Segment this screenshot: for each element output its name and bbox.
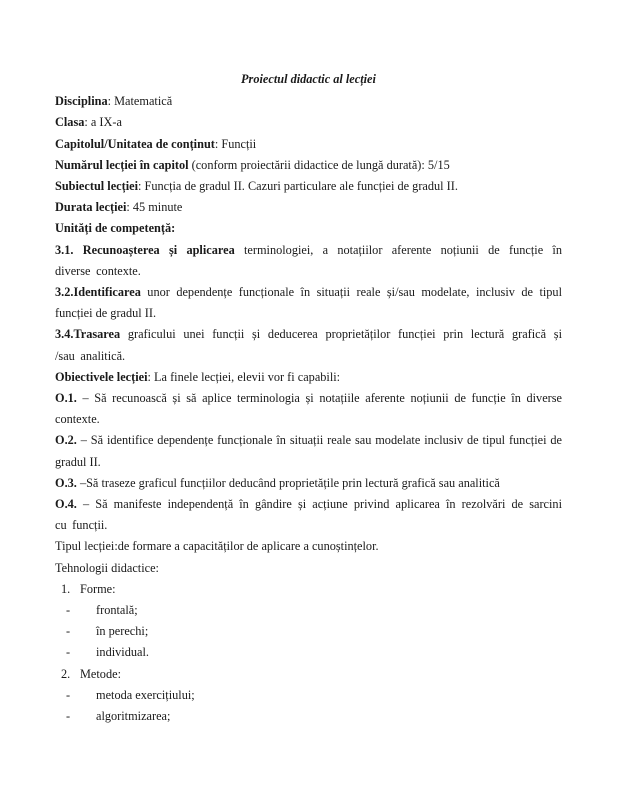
list-number: 1. [61,581,71,596]
obiectiv-text: – Să identifice dependențe funcționale în situații reale sau modelate inclusiv de tipul funcției de gradul II. [55,433,562,469]
competenta-text: terminologiei, a notațiilor aferente noțiunii de funcție în diverse contexte. [55,242,562,278]
document-title: Proiectul didactic al lecției [241,72,376,86]
competenta-text: unor dependențe funcționale în situații reale și/sau modelate, inclusiv de tipul funcției de gradul II. [55,285,562,321]
field-value: : Funcția de gradul II. Cazuri particulare ale funcției de gradul II. [138,179,458,194]
obiectiv-label: O.2. [55,433,77,448]
obiectiv-item [55,473,562,494]
list-item [55,600,562,621]
competente-heading [55,218,562,239]
field-disciplina [55,91,562,112]
list-item [55,706,562,727]
list-number: 2. [61,666,71,681]
list-item [55,685,562,706]
obiectiv-label: O.1. [55,391,77,406]
field-label: Durata lecției [55,200,127,215]
obiectiv-item [55,430,562,472]
tehnologii-group-metode [55,664,562,685]
field-label: Clasa [55,115,85,130]
field-label: Disciplina [55,94,108,109]
obiective-intro [55,367,562,388]
field-value: : 45 minute [126,200,183,215]
field-durata [55,197,562,218]
competenta-label: 3.1. Recunoașterea și aplicarea [55,242,235,257]
competenta-item [55,324,562,366]
list-item [55,642,562,663]
obiective-intro-text: : La finele lecției, elevii vor fi capabili: [147,369,341,384]
field-value: : Funcții [214,136,257,151]
obiectiv-label: O.3. [55,475,77,490]
list-item-text: individual. [96,645,149,660]
obiectiv-text: – Să manifeste independență în gândire și acțiune privind aplicarea în rezolvări de sarcini cu funcții. [55,497,562,533]
metode-list [55,685,562,727]
obiectiv-text: – Să recunoască și să aplice terminologia și notațiile aferente noțiunii de funcție în diverse contexte. [55,391,562,427]
field-value: (conform proiectării didactice de lungă durată): 5/15 [188,157,450,172]
tehnologii-heading: Tehnologii didactice: [55,560,159,575]
obiectiv-item [55,388,562,430]
tehnologii-list-2 [55,664,562,685]
dash-bullet: - [66,603,71,618]
competente-heading-text: Unități de competență: [55,221,176,236]
list-item-text: în perechi; [96,624,149,639]
tehnologii-group-forme [55,579,562,600]
tehnologii-list [55,579,562,600]
dash-bullet: - [66,687,71,702]
obiectiv-text: –Să traseze graficul funcțiilor deducând proprietățile prin lectură grafică sau analitică [76,475,500,490]
field-numarul-lectiei [55,155,562,176]
list-item [55,621,562,642]
dash-bullet: - [66,709,71,724]
competenta-label: 3.4.Trasarea [55,327,121,342]
field-capitolul [55,134,562,155]
list-item-text: frontală; [96,603,138,618]
field-label: Numărul lecției în capitol [55,157,189,172]
field-clasa [55,112,562,133]
group-label: Metode: [80,666,121,681]
obiectiv-item [55,494,562,536]
competenta-text: graficului unei funcții și deducerea proprietăților funcției prin lectură grafică și /sau analitică. [55,327,562,363]
tipul-lectiei: Tipul lecției:de formare a capacităților de aplicare a cunoștințelor. [55,539,379,554]
obiective-label: Obiectivele lecției [55,369,148,384]
dash-bullet: - [66,645,71,660]
document-page [55,69,562,727]
list-item-text: metoda exercițiului; [96,687,195,702]
obiectiv-label: O.4. [55,497,77,512]
forme-list [55,600,562,664]
competenta-label: 3.2.Identificarea [55,285,141,300]
competenta-item [55,240,562,282]
field-subiectul [55,176,562,197]
group-label: Forme: [80,581,116,596]
field-label: Subiectul lecției [55,179,138,194]
field-value: : Matematică [107,94,173,109]
competenta-item [55,282,562,324]
field-label: Capitolul/Unitatea de conținut [55,136,215,151]
list-item-text: algoritmizarea; [96,709,171,724]
dash-bullet: - [66,624,71,639]
field-value: : a IX-a [84,115,122,130]
